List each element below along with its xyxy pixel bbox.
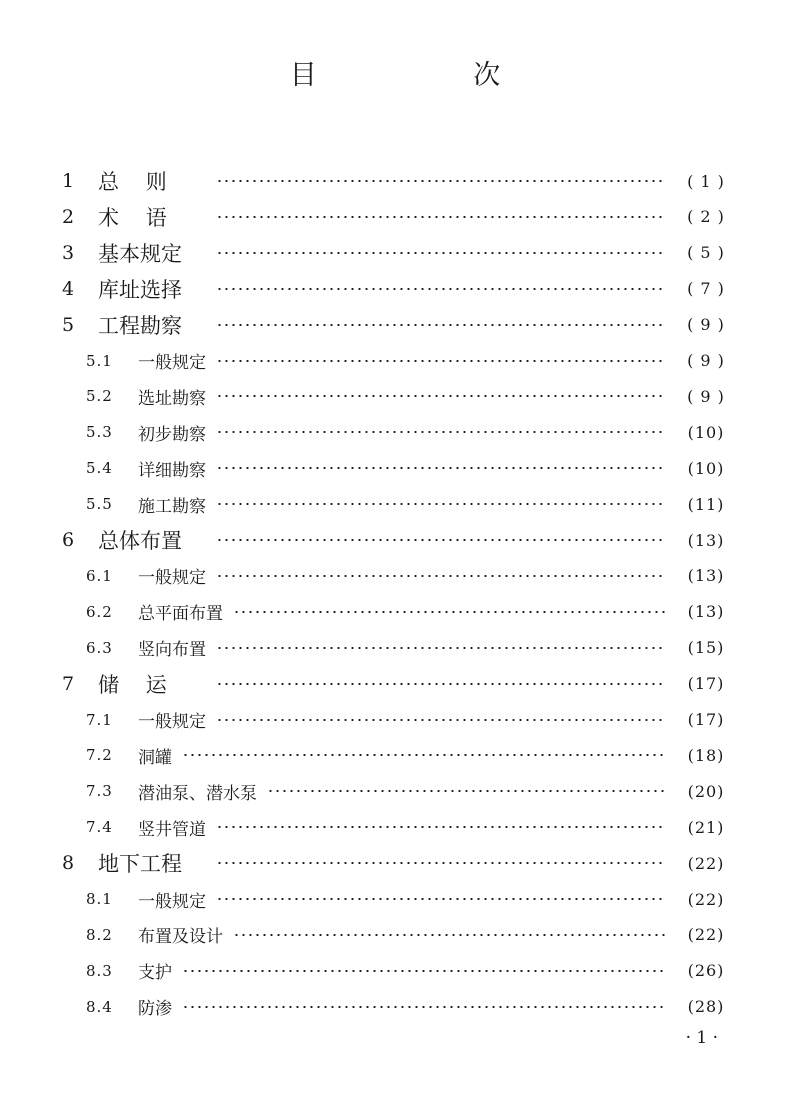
toc-entry-number: 7.1 (86, 710, 113, 729)
toc-entry-title: 竖向布置 (138, 640, 206, 661)
toc-chapter-row[interactable] (0, 199, 790, 235)
toc-entry-page: ( 2 ) (687, 207, 725, 227)
toc-entry-number: 5 (62, 313, 75, 336)
toc-entry-page: (10) (687, 422, 725, 442)
page-title: 目 次 (289, 60, 575, 91)
toc-section-row[interactable] (0, 702, 790, 738)
toc-entry-number: 8.4 (86, 997, 113, 1016)
toc-leader-dots (216, 395, 666, 397)
toc-entry-page: (15) (687, 638, 725, 658)
toc-leader-dots (216, 719, 666, 721)
toc-chapter-row[interactable] (0, 522, 790, 558)
toc-entry-title: 储 运 (98, 672, 167, 697)
toc-section-row[interactable] (0, 630, 790, 666)
toc-leader-dots (216, 575, 666, 577)
toc-leader-dots (216, 216, 666, 218)
toc-entry-page: ( 9 ) (687, 386, 725, 406)
toc-section-row[interactable] (0, 594, 790, 630)
toc-chapter-row[interactable] (0, 845, 790, 881)
toc-entry-title: 一般规定 (138, 891, 206, 912)
toc-entry-number: 5.2 (86, 387, 113, 406)
toc-chapter-row[interactable] (0, 235, 790, 271)
toc-entry-page: ( 5 ) (687, 243, 725, 263)
toc-leader-dots (216, 288, 666, 290)
toc-entry-number: 8.2 (86, 925, 113, 944)
toc-entry-page: (22) (687, 889, 725, 909)
toc-leader-dots (216, 252, 666, 254)
toc-entry-number: 8.3 (86, 961, 113, 980)
toc-entry-number: 3 (62, 241, 75, 264)
toc-entry-number: 5.1 (86, 351, 113, 370)
toc-entry-page: (17) (687, 674, 725, 694)
toc-entry-page: ( 9 ) (687, 351, 725, 370)
toc-section-row[interactable] (0, 558, 790, 594)
toc-section-row[interactable] (0, 450, 790, 486)
toc-leader-dots (233, 611, 666, 613)
toc-entry-page: (17) (687, 710, 725, 729)
toc-entry-page: ( 1 ) (687, 171, 725, 191)
toc-entry-number: 6.1 (86, 566, 113, 585)
toc-entry-title: 竖井管道 (138, 819, 206, 840)
toc-entry-number: 8.1 (86, 890, 113, 908)
toc-leader-dots (216, 862, 666, 864)
toc-leader-dots (233, 934, 666, 936)
toc-entry-title: 施工勘察 (138, 496, 206, 517)
toc-entry-number: 7.2 (86, 746, 113, 765)
toc-leader-dots (267, 790, 666, 792)
toc-leader-dots (216, 683, 666, 685)
toc-entry-title: 防渗 (138, 999, 172, 1020)
toc-entry-title: 基本规定 (98, 241, 182, 266)
toc-entry-title: 布置及设计 (138, 927, 223, 948)
toc-entry-title: 总体布置 (98, 529, 182, 553)
toc-entry-page: (28) (687, 997, 725, 1017)
toc-entry-number: 6.2 (86, 602, 113, 621)
toc-section-row[interactable] (0, 881, 790, 917)
toc-entry-title: 支护 (138, 963, 172, 984)
toc-entry-page: (13) (687, 530, 725, 550)
toc-entry-number: 6 (62, 529, 75, 551)
toc-section-row[interactable] (0, 737, 790, 773)
toc-entry-number: 1 (62, 170, 75, 192)
toc-leader-dots (216, 180, 666, 182)
toc-section-row[interactable] (0, 414, 790, 450)
toc-entry-page: (22) (687, 853, 725, 873)
toc-entry-title: 潜油泵、潜水泵 (138, 783, 257, 804)
toc-leader-dots (182, 1006, 666, 1008)
toc-entry-title: 详细勘察 (138, 460, 206, 481)
toc-leader-dots (216, 324, 666, 326)
toc-entry-page: (10) (687, 458, 725, 478)
toc-entry-number: 8 (62, 852, 75, 875)
toc-entry-title: 总 则 (98, 170, 167, 194)
toc-leader-dots (216, 647, 666, 649)
toc-entry-number: 6.3 (86, 638, 113, 657)
toc-section-row[interactable] (0, 989, 790, 1025)
toc-entry-title: 地下工程 (98, 852, 182, 877)
toc-entry-number: 5.4 (86, 459, 113, 478)
toc-entry-title: 初步勘察 (138, 424, 206, 445)
toc-section-row[interactable] (0, 378, 790, 414)
toc-leader-dots (182, 970, 666, 972)
toc-chapter-row[interactable] (0, 271, 790, 307)
toc-entry-page: ( 9 ) (687, 315, 725, 335)
toc-entry-title: 总平面布置 (138, 604, 223, 625)
toc-entry-number: 5.3 (86, 423, 113, 442)
toc-entry-page: (26) (687, 961, 725, 981)
toc-chapter-row[interactable] (0, 163, 790, 199)
toc-entry-number: 7.4 (86, 818, 113, 837)
toc-entry-title: 一般规定 (138, 353, 206, 373)
toc-section-row[interactable] (0, 486, 790, 522)
toc-entry-page: (20) (687, 781, 725, 801)
toc-entry-page: (21) (687, 817, 725, 837)
toc-section-row[interactable] (0, 953, 790, 989)
toc-leader-dots (216, 539, 666, 541)
toc-entry-number: 4 (62, 277, 75, 300)
toc-entry-page: (11) (687, 494, 725, 514)
toc-leader-dots (216, 431, 666, 433)
toc-entry-page: (18) (687, 745, 725, 765)
toc-section-row[interactable] (0, 917, 790, 953)
toc-section-row[interactable] (0, 809, 790, 845)
toc-leader-dots (216, 467, 666, 469)
toc-leader-dots (216, 503, 666, 505)
toc-entry-number: 2 (62, 205, 75, 228)
toc-entry-title: 库址选择 (98, 277, 182, 302)
toc-chapter-row[interactable] (0, 307, 790, 343)
toc-entry-title: 一般规定 (138, 568, 206, 589)
toc-entry-number: 7 (62, 672, 75, 695)
toc-entry-number: 5.5 (86, 495, 113, 514)
toc-entry-page: ( 7 ) (687, 279, 725, 299)
toc-entry-page: (13) (687, 602, 725, 622)
toc-entry-page: (13) (687, 566, 725, 586)
toc-entry-title: 洞罐 (138, 747, 172, 768)
toc-section-row[interactable] (0, 773, 790, 809)
toc-entry-title: 一般规定 (138, 712, 206, 732)
toc-entry-page: (22) (687, 925, 725, 945)
toc-leader-dots (216, 826, 666, 828)
toc-entry-title: 术 语 (98, 205, 167, 230)
toc-leader-dots (216, 360, 666, 362)
toc-leader-dots (182, 754, 666, 756)
page-number: · 1 · (685, 1028, 718, 1048)
toc-entry-title: 选址勘察 (138, 388, 206, 409)
toc-chapter-row[interactable] (0, 666, 790, 702)
toc-leader-dots (216, 898, 666, 900)
toc-entry-number: 7.3 (86, 782, 113, 801)
toc-entry-title: 工程勘察 (98, 313, 182, 338)
toc-section-row[interactable] (0, 343, 790, 379)
